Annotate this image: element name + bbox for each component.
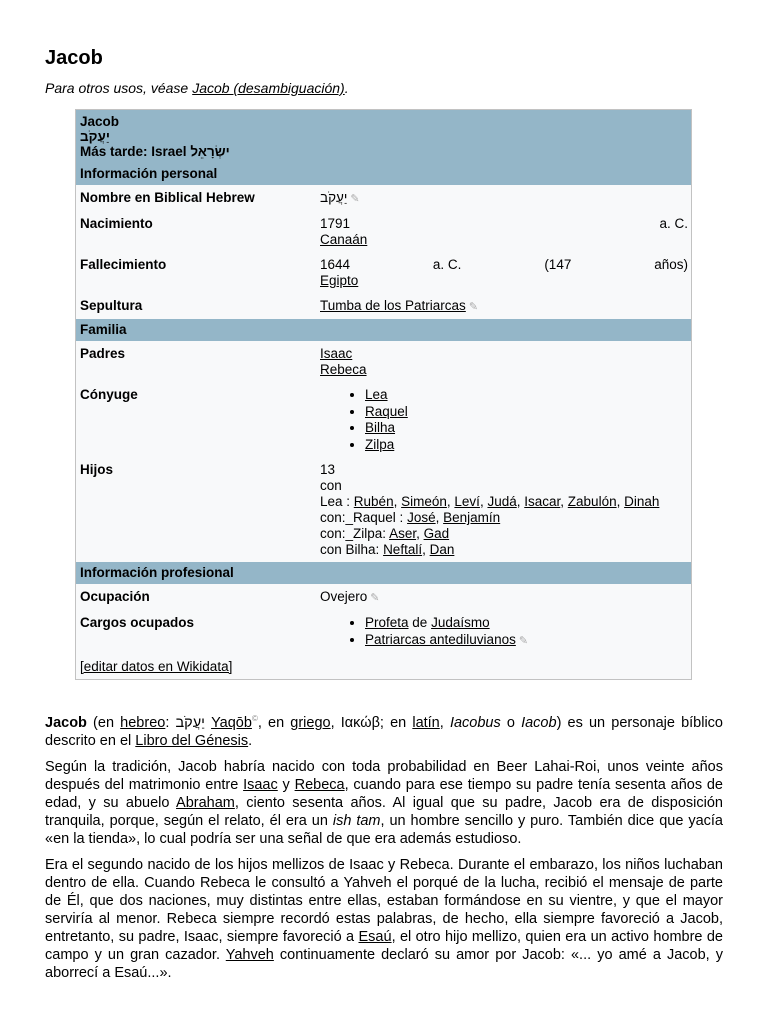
- children-bilha-line: con Bilha: Neftalí, Dan: [320, 542, 455, 557]
- parent-link-isaac[interactable]: Isaac: [320, 346, 353, 361]
- infobox: [75, 109, 692, 680]
- child-link[interactable]: Zabulón: [567, 494, 617, 509]
- hebrew-name-value: יַעֲקֹב: [320, 190, 348, 205]
- child-link[interactable]: Dan: [429, 542, 455, 557]
- spouse-list: [320, 387, 688, 453]
- child-link[interactable]: José: [407, 510, 436, 525]
- death-age-close: años): [654, 257, 688, 272]
- burial-link[interactable]: Tumba de los Patriarcas: [320, 298, 466, 313]
- position-link-profeta[interactable]: Profeta: [365, 615, 409, 630]
- link-isaac[interactable]: Isaac: [243, 776, 278, 793]
- children-label: Hijos: [80, 462, 114, 477]
- disambiguation-link[interactable]: Jacob (desambiguación): [192, 80, 345, 96]
- spouse-link-bilha[interactable]: Bilha: [365, 420, 396, 435]
- infobox-title: [76, 110, 692, 164]
- child-link[interactable]: Judá: [487, 494, 517, 509]
- children-lea-line: Lea : Rubén, Simeón, Leví, Judá, Isacar, Zabulón, Dinah: [320, 494, 660, 509]
- infobox-title-later: Más tarde: Israel ישְׂרָאֵל: [80, 144, 230, 159]
- child-link[interactable]: Simeón: [401, 494, 447, 509]
- children-count: 13: [320, 462, 336, 477]
- birth-label: Nacimiento: [80, 216, 153, 231]
- link-hebreo[interactable]: hebreo: [120, 714, 166, 731]
- death-year: 1644: [320, 257, 351, 272]
- spouse-link-lea[interactable]: Lea: [365, 387, 388, 402]
- section-personal: Información personal: [76, 163, 692, 185]
- page-title: Jacob: [45, 47, 103, 69]
- parents-label: Padres: [80, 346, 126, 361]
- link-rebeca[interactable]: Rebeca: [294, 776, 345, 793]
- child-link[interactable]: Leví: [454, 494, 480, 509]
- link-abraham[interactable]: Abraham: [176, 794, 235, 811]
- child-link[interactable]: Gad: [423, 526, 450, 541]
- spouse-link-zilpa[interactable]: Zilpa: [365, 436, 395, 452]
- hatnote-text: Para otros usos, véase: [45, 80, 189, 96]
- link-esau[interactable]: Esaú: [358, 928, 392, 945]
- child-link[interactable]: Aser: [389, 526, 417, 541]
- link-yaqob[interactable]: Yaqōb: [211, 714, 252, 731]
- link-genesis[interactable]: Libro del Génesis: [135, 732, 249, 749]
- link-yahveh[interactable]: Yahveh: [225, 946, 274, 963]
- audio-icon[interactable]: ©: [251, 714, 258, 723]
- link-latin[interactable]: latín: [412, 714, 440, 731]
- edit-wikidata-link[interactable]: [editar datos en Wikidata]: [80, 659, 233, 674]
- children-raquel-line: con:_Raquel : José, Benjamín: [320, 510, 501, 525]
- infobox-title-hebrew: יַעֲקֹב: [80, 129, 110, 144]
- pencil-icon[interactable]: ✎: [350, 193, 360, 205]
- paragraph-twins: Era el segundo nacido de los hijos mellizos de Isaac y Rebeca. Durante el embarazo, los niños luchaban dentro de ella. Cuando Rebeca le consultó a Yahveh el porqué de la lucha, recibió el mensaje de parte de Él, que dos naciones, muy distintas entre ellas, estaban formándose en su vientre, y que el mayor serviría al menor. Rebeca siempre recordó estas palabras, de hecho, ella siempre favoreció a Jacob, entretanto, su padre, Isaac, siempre favoreció a Esaú, el otro hijo mellizo, quien era un activo hombre de campo y un gran cazador. Yahveh continuamente declaró su amor por Jacob: «... yo amé a Jacob, y aborrecí a Esaú...».: [45, 856, 723, 981]
- infobox-title-name: Jacob: [80, 114, 120, 129]
- paragraph-intro: Jacob (en hebreo: יַעֲקֹב Yaqōb©, en griego, Ιακώβ; en latín, Iacobus o Iacob) es un personaje bíblico descrito en el Libro del Génesis.: [45, 714, 723, 749]
- birth-era: a. C.: [659, 216, 688, 231]
- death-era: a. C.: [432, 257, 462, 272]
- section-family: Familia: [76, 319, 692, 341]
- occupation-label: Ocupación: [80, 589, 150, 604]
- child-link[interactable]: Isacar: [524, 494, 561, 509]
- burial-label: Sepultura: [80, 298, 143, 313]
- death-age-open: (147: [544, 257, 572, 272]
- child-link[interactable]: Rubén: [353, 494, 394, 509]
- pencil-icon[interactable]: ✎: [468, 301, 479, 313]
- hebrew-name-label: Nombre en Biblical Hebrew: [80, 190, 255, 205]
- pencil-icon[interactable]: ✎: [518, 634, 529, 647]
- paragraph-tradition: Según la tradición, Jacob habría nacido con toda probabilidad en Beer Lahai-Roi, unos veinte años después del matrimonio entre Isaac y Rebeca, cuando para ese tiempo su padre tenía sesenta años de edad, y su abuelo Abraham, ciento sesenta años. Al igual que su padre, Jacob era de disposición tranquila, porque, según el relato, él era un ish tam, un hombre sencillo y puro. También dice que yacía «en la tienda», lo cual podría ser una señal de que era además estudioso.: [45, 758, 723, 847]
- children-con: con: [320, 478, 342, 493]
- children-zilpa-line: con:_Zilpa: Aser, Gad: [320, 526, 450, 541]
- spouse-link-raquel[interactable]: Raquel: [365, 403, 408, 419]
- spouse-label: Cónyuge: [80, 387, 138, 402]
- position-link-judaismo[interactable]: Judaísmo: [431, 615, 490, 630]
- child-link[interactable]: Neftalí: [383, 542, 423, 557]
- pencil-icon[interactable]: ✎: [370, 592, 380, 604]
- birth-year: 1791: [320, 216, 351, 231]
- positions-list: • Profeta de Judaísmo • Patriarcas antediluvianos ✎: [320, 615, 688, 649]
- section-professional: Información profesional: [76, 562, 692, 584]
- hebrew-text: יַעֲקֹב: [175, 714, 205, 731]
- positions-label: Cargos ocupados: [80, 615, 195, 630]
- link-griego[interactable]: griego: [290, 714, 331, 731]
- child-link[interactable]: Dinah: [624, 494, 660, 509]
- death-label: Fallecimiento: [80, 257, 167, 272]
- hatnote: Para otros usos, véase Jacob (desambiguación).: [45, 80, 349, 96]
- birth-place-link[interactable]: Canaán: [320, 232, 368, 247]
- parent-link-rebeca[interactable]: Rebeca: [320, 362, 367, 377]
- child-link[interactable]: Benjamín: [443, 510, 501, 525]
- position-link-patriarcas[interactable]: Patriarcas antediluvianos: [365, 631, 516, 647]
- occupation-value: Ovejero: [320, 589, 368, 604]
- death-place-link[interactable]: Egipto: [320, 273, 359, 288]
